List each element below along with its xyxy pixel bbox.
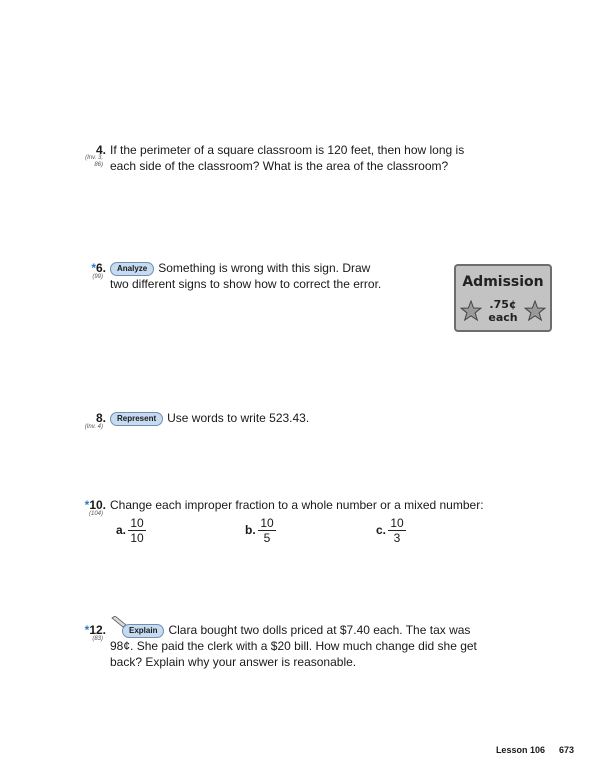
star-icon: * [91, 261, 96, 275]
problem-number: 4. [95, 143, 106, 157]
lesson-reference: (104) [88, 511, 103, 517]
page-footer [496, 745, 574, 755]
lesson-reference: (99) [92, 274, 103, 280]
fraction: $\frac{10}{10}$ [128, 517, 146, 545]
problem-text: If the perimeter of a square classroom is 120 feet, then how long is each side of the classroom? What is the area of the classroom? [110, 143, 465, 173]
problem-number: *10. [84, 498, 106, 512]
star-icon: * [84, 623, 90, 637]
fraction: $\frac{10}{3}$ [388, 517, 406, 545]
fraction: $\frac{10}{5}$ [258, 517, 276, 545]
lesson-reference: (Inv. 3, 86) [85, 155, 103, 168]
sign-title: Admission [462, 274, 544, 290]
represent-tag: Represent [110, 412, 163, 426]
problem-number: *12. [84, 623, 106, 637]
analyze-tag: Analyze [110, 262, 154, 276]
star-icon [524, 300, 546, 322]
explain-tag: Explain [122, 624, 164, 638]
page-number: 673 [558, 745, 574, 755]
admission-sign [454, 264, 552, 332]
star-icon [460, 300, 482, 322]
star-icon: * [84, 498, 90, 512]
problem-number: *6. [91, 261, 106, 275]
lesson-label: Lesson 106 [495, 745, 545, 755]
problem-text: Change each improper fraction to a whole number or a mixed number: [110, 498, 484, 512]
lesson-reference: (83) [92, 636, 103, 642]
lesson-reference: (Inv. 4) [84, 424, 103, 430]
problem-text: Represent Use words to write 523.43. [110, 410, 309, 426]
problem-text: Analyze Something is wrong with this sign. Draw two different signs to show how to correct the error. [110, 261, 382, 291]
sign-price: .75¢ each [488, 298, 518, 324]
problem-number: 8. [95, 411, 106, 425]
problem-text: Explain Clara bought two dolls priced at $7.40 each. The tax was 98¢. She paid the clerk with a $20 bill. How much change did she get back? Explain why your answer is reasonable. [110, 623, 477, 669]
